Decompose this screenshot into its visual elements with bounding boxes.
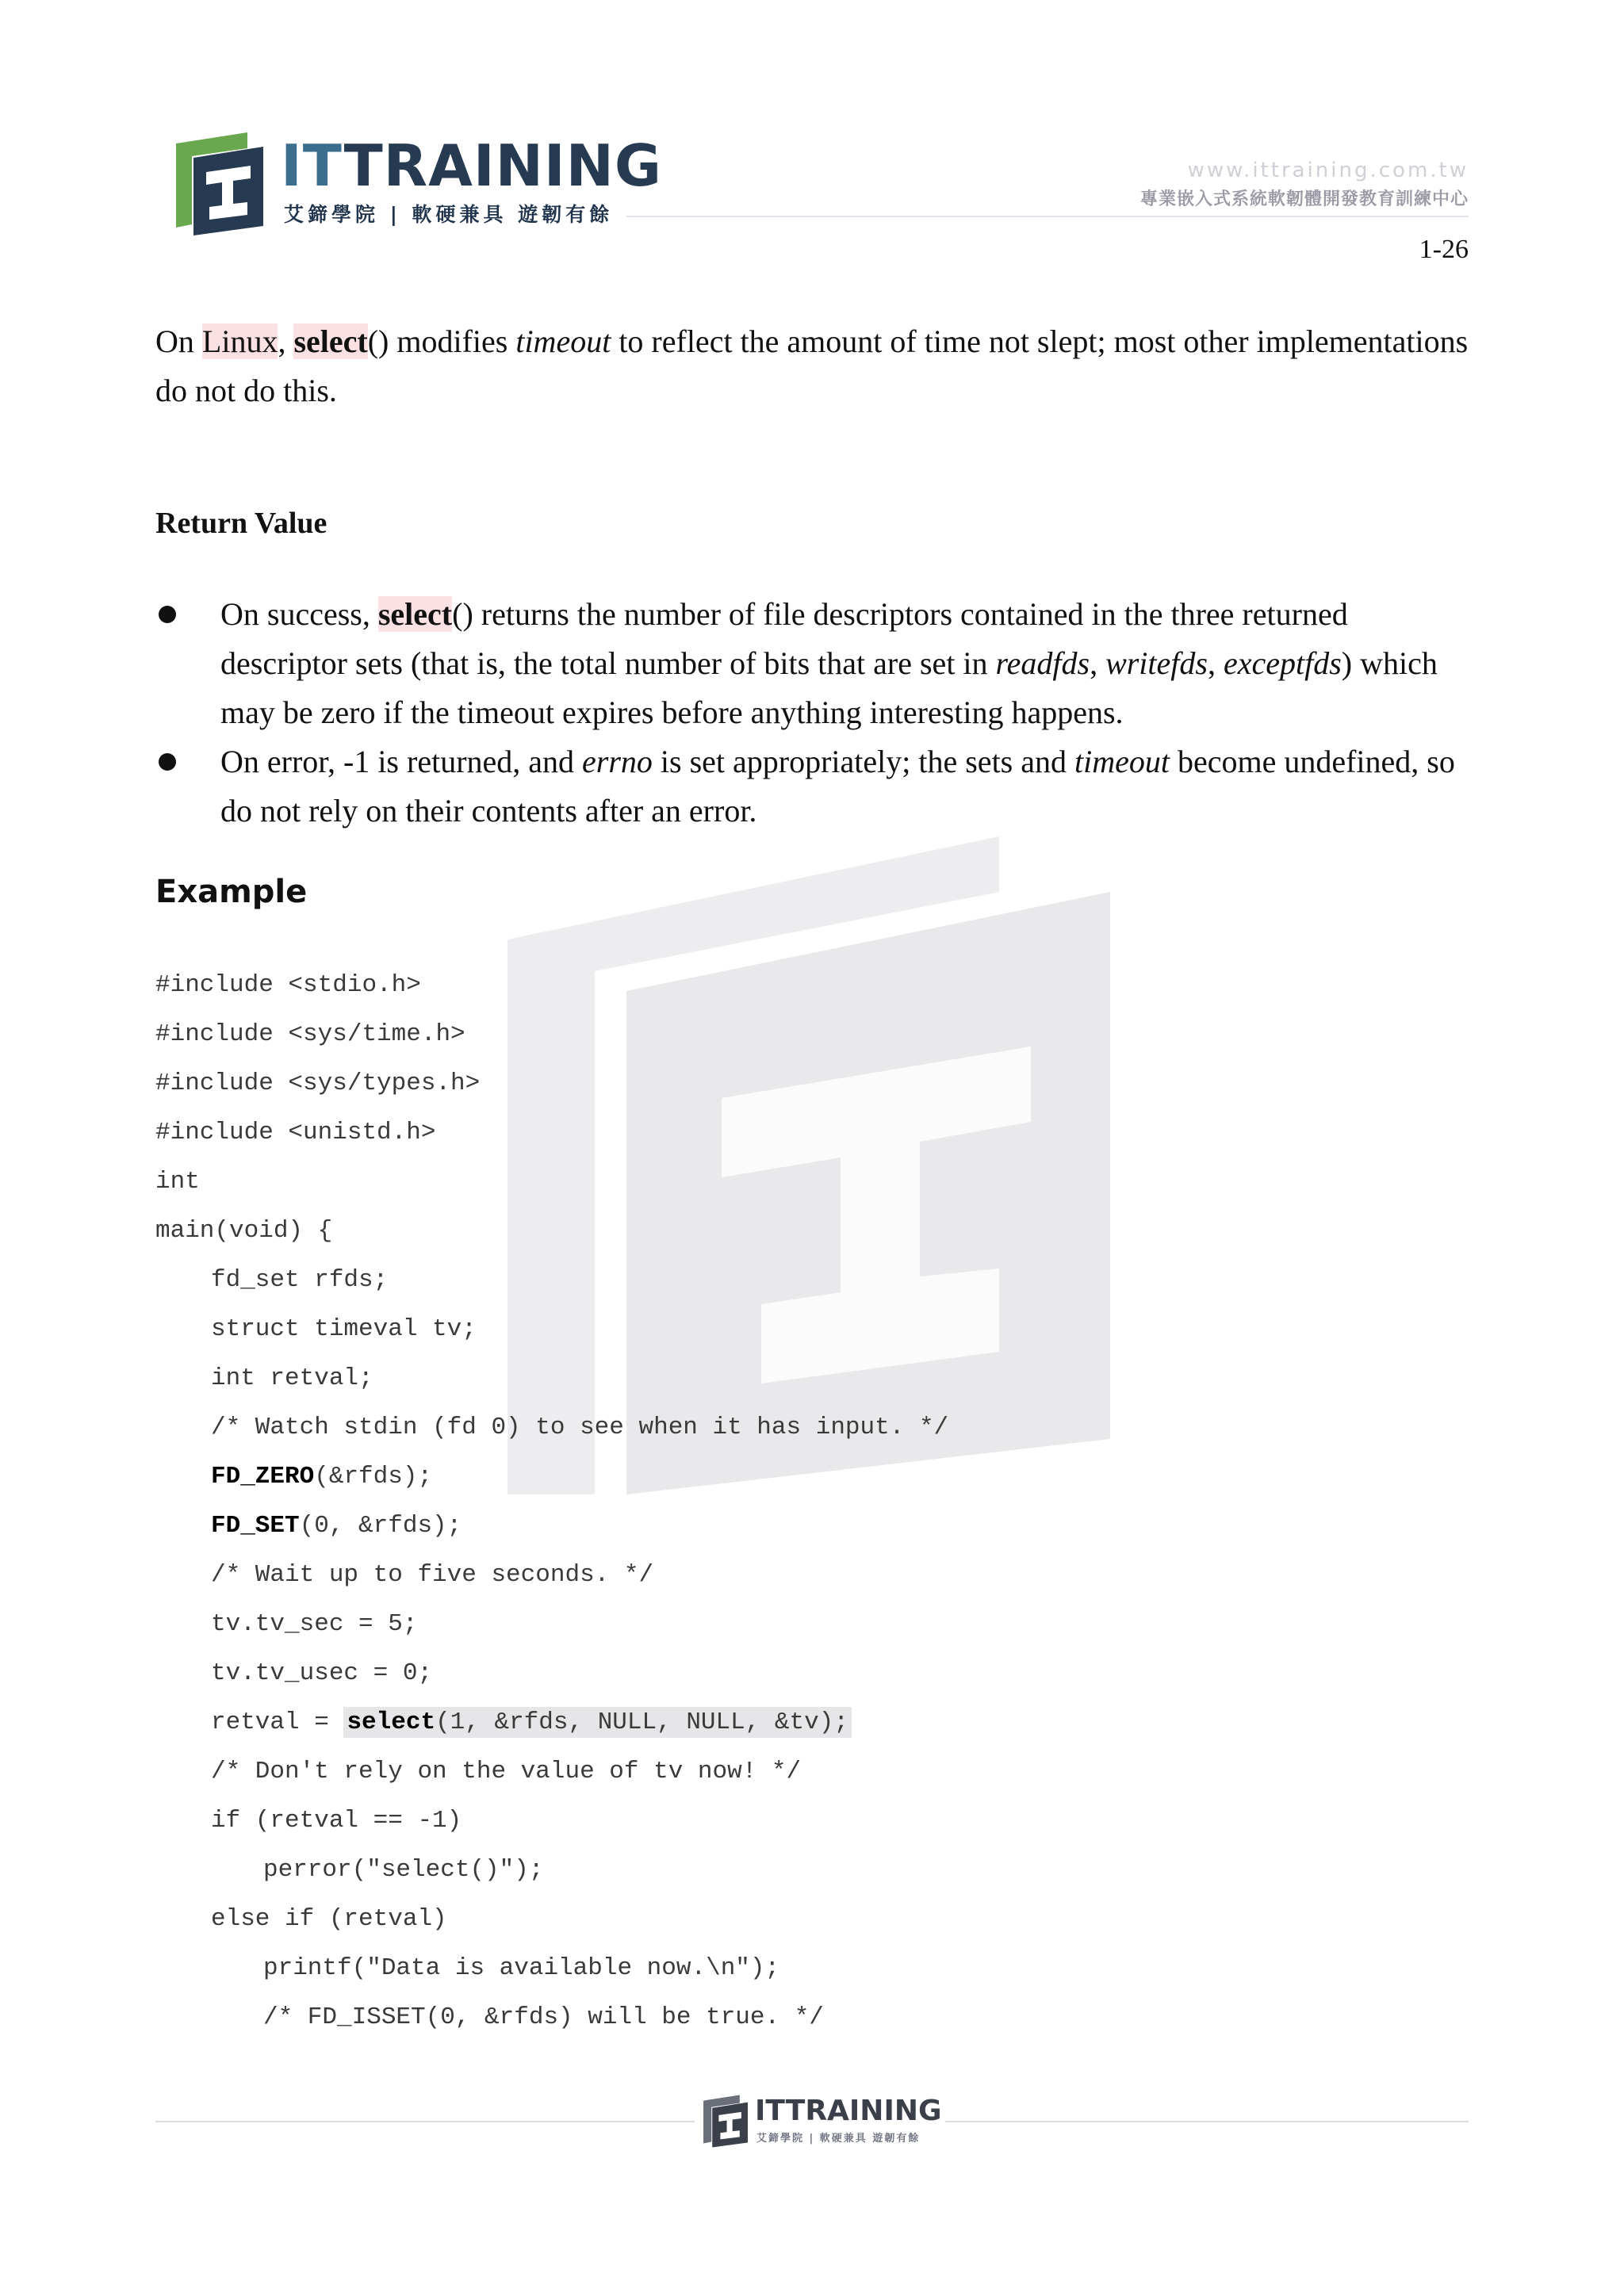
header-divider — [626, 216, 1469, 217]
code-highlight: select(1, &rfds, NULL, NULL, &tv); — [343, 1707, 852, 1738]
linux-term: Linux — [201, 323, 278, 359]
code-line: int — [155, 1168, 200, 1196]
list-item: On success, select() returns the number of file descriptors contained in the three returned descriptor sets (that is, the total number of bits that are set in readfds, writefds, exceptfds) which may be zero if the timeout expires before anything interesting happens. — [155, 590, 1472, 737]
footer-logo — [701, 2093, 942, 2150]
example-heading: Example — [155, 874, 308, 910]
return-value-list — [155, 590, 1472, 836]
code-line: printf("Data is available now.\n"); — [263, 1954, 780, 1982]
code-line: FD_SET(0, &rfds); — [211, 1512, 462, 1540]
footer-divider-right — [945, 2121, 1469, 2122]
footer-subtitle: 艾鍗學院 | 軟硬兼具 遊韌有餘 — [756, 2133, 921, 2145]
code-line: #include <sys/time.h> — [155, 1020, 465, 1048]
logo-subtitle: 艾鍗學院 | 軟硬兼具 遊韌有餘 — [284, 203, 614, 226]
code-line: if (retval == -1) — [211, 1807, 462, 1835]
page-number: 1-26 — [1419, 235, 1469, 264]
code-line: else if (retval) — [211, 1905, 447, 1933]
header-tagline: 專業嵌入式系統軟韌體開發教育訓練中心 — [1139, 189, 1469, 209]
code-comment: /* Wait up to five seconds. */ — [211, 1561, 654, 1589]
code-comment: /* FD_ISSET(0, &rfds) will be true. */ — [263, 2003, 824, 2031]
footer-divider-left — [155, 2121, 695, 2122]
code-line: int retval; — [211, 1364, 373, 1392]
code-line: tv.tv_usec = 0; — [211, 1659, 433, 1687]
header-url: www.ittraining.com.tw — [1187, 159, 1469, 182]
logo-wordmark: ITTRAINING — [281, 132, 663, 199]
code-line: main(void) { — [155, 1217, 333, 1245]
code-line-highlighted: retval = select(1, &rfds, NULL, NULL, &tv); — [155, 1698, 948, 1747]
select-term: select — [293, 323, 368, 359]
return-value-heading: Return Value — [155, 507, 327, 540]
code-comment: /* Don't rely on the value of tv now! */ — [211, 1758, 802, 1785]
code-line: #include <sys/types.h> — [155, 1070, 481, 1097]
code-line: fd_set rfds; — [211, 1266, 389, 1294]
select-term: select — [377, 596, 453, 632]
list-item: On error, -1 is returned, and errno is set appropriately; the sets and timeout become undefined, so do not rely on their contents after an error. — [155, 737, 1472, 836]
bullet-icon — [159, 753, 176, 771]
timeout-term: timeout — [515, 323, 611, 359]
code-line: #include <stdio.h> — [155, 971, 421, 999]
code-line: perror("select()"); — [263, 1856, 544, 1884]
intro-paragraph: On Linux, select() modifies timeout to reflect the amount of time not slept; most other implementations do not do this. — [155, 323, 1469, 408]
footer-wordmark: ITTRAINING — [755, 2095, 942, 2127]
code-block — [155, 961, 948, 2042]
code-comment: /* Watch stdin (fd 0) to see when it has input. */ — [211, 1414, 949, 1441]
bullet-icon — [159, 606, 176, 623]
code-line: #include <unistd.h> — [155, 1119, 436, 1146]
ittraining-logo-icon — [171, 131, 265, 235]
ittraining-footer-logo-icon — [701, 2093, 749, 2149]
code-line: tv.tv_sec = 5; — [211, 1610, 418, 1638]
code-line: FD_ZERO(&rfds); — [211, 1463, 433, 1490]
header-logo — [171, 131, 663, 242]
code-line: struct timeval tv; — [211, 1315, 477, 1343]
